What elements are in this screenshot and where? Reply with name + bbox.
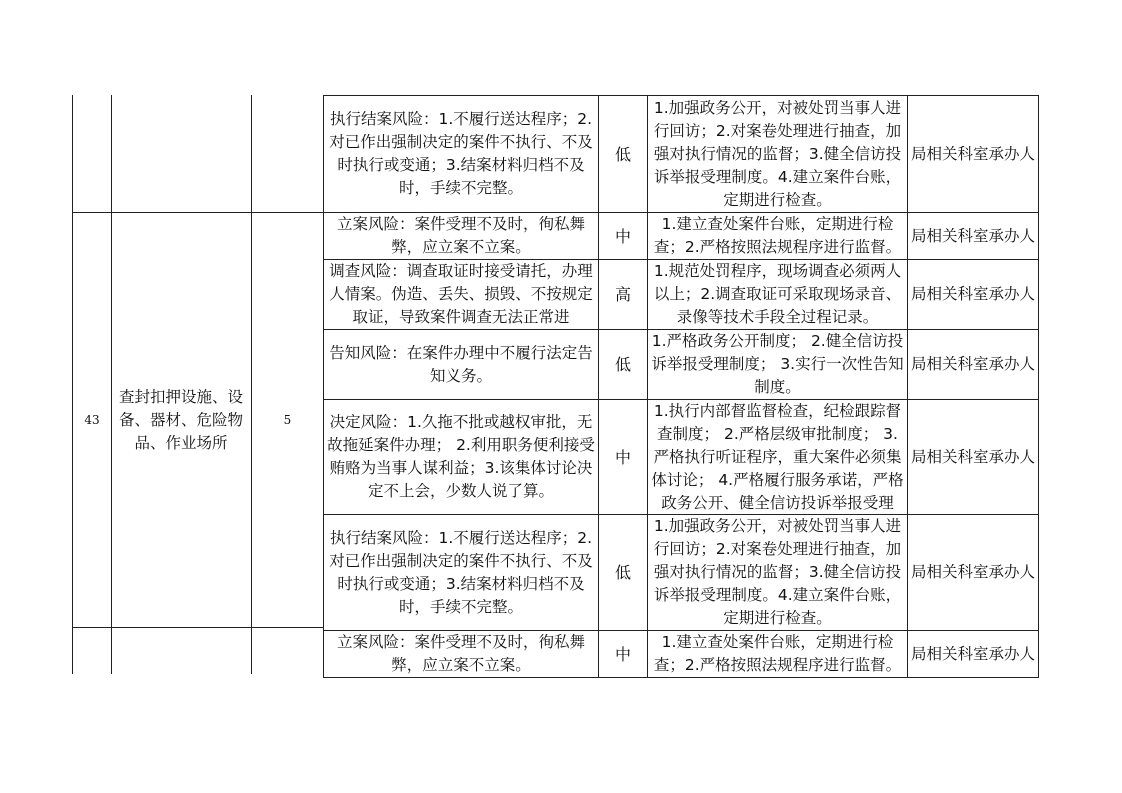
prevention-measures-cell: 1.建立查处案件台账，定期进行检查；2.严格按照法规程序进行监督。 bbox=[648, 213, 908, 260]
item-risk-count: 5 bbox=[283, 413, 292, 427]
prevention-measures-cell: 1.加强政务公开，对被处罚当事人进行回访；2.对案卷处理进行抽查，加强对执行情况的监督；3.健全信访投诉举报受理制度。4.建立案件台账，定期进行检查。 bbox=[648, 515, 908, 631]
responsible-dept-cell: 局相关科室承办人 bbox=[908, 330, 1039, 400]
table-row bbox=[324, 260, 1039, 330]
responsible-dept-cell: 局相关科室承办人 bbox=[908, 515, 1039, 631]
table-row bbox=[324, 96, 1039, 213]
prevention-measures-cell: 1.规范处罚程序，现场调查必须两人以上；2.调查取证可采取现场录音、录像等技术手段全过程记录。 bbox=[648, 260, 908, 330]
prevention-measures-text: 1.执行内部督监督检查，纪检跟踪督查制度； 2.严格层级审批制度； 3.严格执行听证程序，重大案件必须集体讨论； 4.严格履行服务承诺，严格政务公开、健全信访投诉举报受理 bbox=[651, 402, 904, 512]
responsible-dept-cell: 局相关科室承办人 bbox=[908, 400, 1039, 515]
responsible-dept-cell: 局相关科室承办人 bbox=[908, 631, 1039, 678]
risk-point-cell: 立案风险：案件受理不及时，徇私舞弊，应立案不立案。 bbox=[324, 213, 599, 260]
risk-point-cell bbox=[324, 260, 599, 330]
risk-level-cell: 中 bbox=[599, 400, 648, 515]
risk-level-cell: 中 bbox=[599, 213, 648, 260]
risk-table bbox=[323, 95, 1039, 678]
risk-point-cell: 决定风险：1.久拖不批或越权审批，无故拖延案件办理； 2.利用职务便利接受贿赂为当事人谋利益；3.该集体讨论决定不上会，少数人说了算。 bbox=[324, 400, 599, 515]
risk-point-cell: 执行结案风险：1.不履行送达程序；2.对已作出强制决定的案件不执行、不及时执行或变通；3.结案材料归档不及时，手续不完整。 bbox=[324, 96, 599, 213]
risk-point-cell: 立案风险：案件受理不及时，徇私舞弊，应立案不立案。 bbox=[324, 631, 599, 678]
table-row bbox=[324, 515, 1039, 631]
item-name: 查封扣押设施、设备、器材、危险物品、作业场所 bbox=[118, 387, 243, 452]
risk-level-cell: 低 bbox=[599, 96, 648, 213]
table-row bbox=[324, 330, 1039, 400]
responsible-dept-cell: 局相关科室承办人 bbox=[908, 260, 1039, 330]
prevention-measures-cell: 1.加强政务公开，对被处罚当事人进行回访；2.对案卷处理进行抽查，加强对执行情况的监督；3.健全信访投诉举报受理制度。4.建立案件台账，定期进行检查。 bbox=[648, 96, 908, 213]
risk-level-cell: 中 bbox=[599, 631, 648, 678]
table-row bbox=[324, 213, 1039, 260]
risk-point-cell: 执行结案风险：1.不履行送达程序；2.对已作出强制决定的案件不执行、不及时执行或变通；3.结案材料归档不及时，手续不完整。 bbox=[324, 515, 599, 631]
risk-point-text: 调查风险：调查取证时接受请托，办理人情案。伪造、丢失、损毁、不按规定取证，导致案件调查无法正常进 bbox=[329, 262, 593, 326]
risk-point-cell: 告知风险：在案件办理中不履行法定告知义务。 bbox=[324, 330, 599, 400]
prevention-measures-cell: 1.严格政务公开制度； 2.健全信访投诉举报受理制度； 3.实行一次性告知制度。 bbox=[648, 330, 908, 400]
table-row bbox=[324, 631, 1039, 678]
risk-level-cell: 低 bbox=[599, 515, 648, 631]
responsible-dept-cell: 局相关科室承办人 bbox=[908, 213, 1039, 260]
responsible-dept-cell: 局相关科室承办人 bbox=[908, 96, 1039, 213]
col-rule-2 bbox=[111, 95, 112, 674]
row-43-bottom-rule bbox=[72, 627, 323, 628]
prevention-measures-cell: 1.建立查处案件台账，定期进行检查；2.严格按照法规程序进行监督。 bbox=[648, 631, 908, 678]
risk-level-cell: 高 bbox=[599, 260, 648, 330]
table-row bbox=[324, 400, 1039, 515]
risk-level-cell: 低 bbox=[599, 330, 648, 400]
item-number: 43 bbox=[84, 413, 100, 427]
prevention-measures-cell bbox=[648, 400, 908, 515]
